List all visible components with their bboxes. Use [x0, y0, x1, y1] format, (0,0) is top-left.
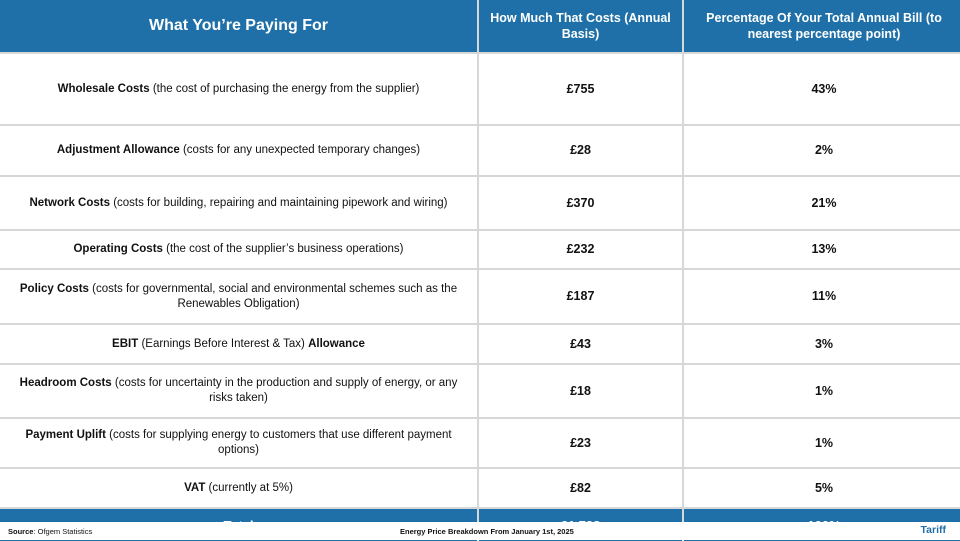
row-percentage: 2% [684, 126, 960, 175]
row-percentage: 1% [684, 365, 960, 417]
row-label-bold: Adjustment Allowance [56, 144, 180, 156]
row-percentage: 1% [684, 419, 960, 467]
row-label [0, 365, 477, 417]
row-label-text: (the cost of the supplier’s business operations) [162, 243, 404, 255]
row-label-text: (costs for supplying energy to customers that use different payment options) [105, 429, 452, 456]
source-note [8, 527, 92, 536]
row-cost: £28 [479, 126, 682, 175]
row-label-text: (Earnings Before Interest & Tax) [138, 337, 309, 350]
row-label-text: (costs for uncertainty in the production and supply of energy, or any risks taken) [111, 377, 458, 404]
row-percentage: 5% [684, 469, 960, 507]
row-label-text: (costs for governmental, social and environmental schemes such as the Renewables Obligation) [88, 282, 458, 310]
row-label-bold: Wholesale Costs [57, 82, 150, 95]
footer-caption: Energy Price Breakdown From January 1st, 2025 [400, 527, 574, 536]
row-label [0, 54, 477, 124]
row-label [0, 270, 477, 323]
source-label: Source [8, 527, 34, 536]
row-label [0, 126, 477, 175]
row-label-bold: EBIT [112, 337, 139, 350]
row-cost: £18 [479, 365, 682, 417]
source-text: : Ofgem Statistics [33, 527, 93, 536]
header-what-youre-paying-for: What You’re Paying For [0, 0, 477, 52]
row-label [0, 469, 477, 507]
row-percentage: 3% [684, 325, 960, 363]
row-label-bold: Network Costs [29, 196, 110, 209]
row-label-bold: Operating Costs [73, 243, 163, 255]
row-cost: £232 [479, 231, 682, 268]
row-label [0, 177, 477, 229]
row-label [0, 325, 477, 363]
row-label-text: (currently at 5%) [205, 481, 293, 494]
row-label-bold: VAT [184, 481, 206, 494]
row-label [0, 231, 477, 268]
row-cost: £82 [479, 469, 682, 507]
header-annual-cost: How Much That Costs (Annual Basis) [479, 0, 682, 52]
row-label-bold: Policy Costs [19, 282, 89, 295]
row-percentage: 13% [684, 231, 960, 268]
row-cost: £370 [479, 177, 682, 229]
row-label-bold: Payment Uplift [25, 429, 106, 441]
row-percentage: 11% [684, 270, 960, 323]
header-percentage: Percentage Of Your Total Annual Bill (to nearest percentage point) [684, 0, 960, 52]
row-percentage: 21% [684, 177, 960, 229]
row-label-text: (costs for building, repairing and maintaining pipework and wiring) [110, 196, 448, 209]
row-percentage: 43% [684, 54, 960, 124]
row-label-text: (costs for any unexpected temporary changes) [179, 144, 421, 156]
row-cost: £43 [479, 325, 682, 363]
row-label [0, 419, 477, 467]
footer [0, 522, 960, 540]
row-label-text: (the cost of purchasing the energy from the supplier) [149, 82, 420, 95]
row-cost: £755 [479, 54, 682, 124]
row-label-bold-suffix: Allowance [308, 337, 365, 350]
brand-logo: Tariff [920, 524, 946, 536]
row-cost: £187 [479, 270, 682, 323]
row-cost: £23 [479, 419, 682, 467]
row-label-bold: Headroom Costs [19, 377, 112, 389]
